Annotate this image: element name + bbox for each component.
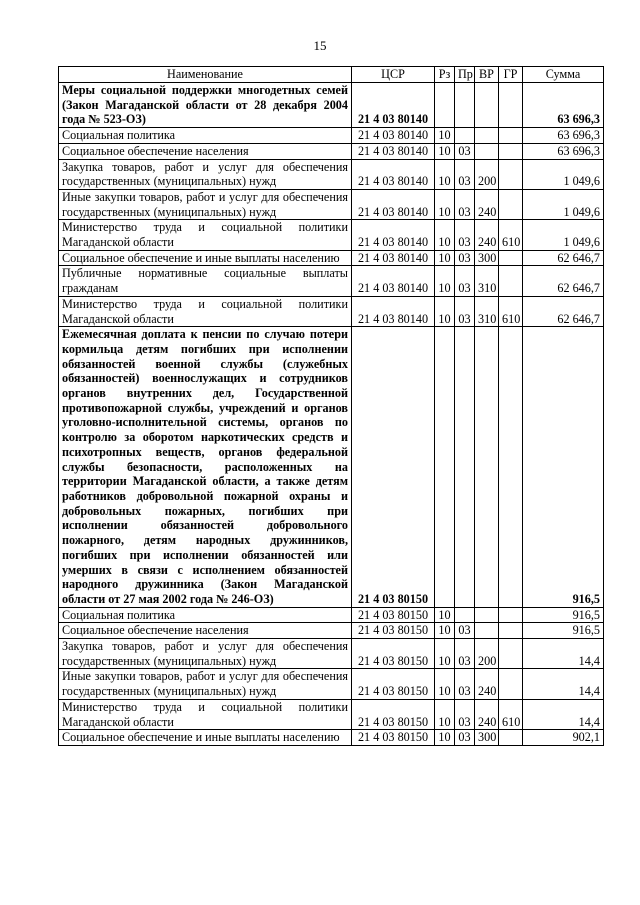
table-row	[59, 220, 604, 250]
header-rz: Рз	[435, 67, 455, 83]
cell-name: Социальное обеспечение населения	[59, 623, 352, 639]
cell-pr	[455, 128, 475, 144]
cell-pr: 03	[455, 143, 475, 159]
cell-pr: 03	[455, 296, 475, 326]
table-row	[59, 623, 604, 639]
cell-csr: 21 4 03 80150	[352, 623, 435, 639]
table-row	[59, 128, 604, 144]
cell-sum: 916,5	[523, 327, 604, 607]
cell-vr: 300	[475, 250, 499, 266]
cell-sum: 63 696,3	[523, 143, 604, 159]
cell-pr: 03	[455, 730, 475, 746]
table-row	[59, 639, 604, 669]
cell-name: Закупка товаров, работ и услуг для обеспечения государственных (муниципальных) нужд	[59, 159, 352, 189]
cell-vr: 310	[475, 266, 499, 296]
header-name: Наименование	[59, 67, 352, 83]
cell-pr: 03	[455, 669, 475, 699]
cell-gr	[499, 250, 523, 266]
cell-csr: 21 4 03 80140	[352, 220, 435, 250]
cell-gr: 610	[499, 296, 523, 326]
cell-name: Социальное обеспечение и иные выплаты населению	[59, 250, 352, 266]
cell-name: Социальная политика	[59, 607, 352, 623]
table-row	[59, 159, 604, 189]
cell-pr: 03	[455, 699, 475, 729]
cell-gr	[499, 639, 523, 669]
cell-vr	[475, 623, 499, 639]
cell-pr: 03	[455, 189, 475, 219]
header-sum: Сумма	[523, 67, 604, 83]
cell-vr: 240	[475, 189, 499, 219]
cell-sum: 14,4	[523, 699, 604, 729]
cell-pr: 03	[455, 266, 475, 296]
table-row	[59, 669, 604, 699]
header-pr: Пр	[455, 67, 475, 83]
cell-sum: 62 646,7	[523, 296, 604, 326]
table-row	[59, 189, 604, 219]
cell-gr	[499, 623, 523, 639]
cell-pr	[455, 607, 475, 623]
cell-vr: 240	[475, 220, 499, 250]
cell-name: Министерство труда и социальной политики Магаданской области	[59, 699, 352, 729]
cell-sum: 916,5	[523, 623, 604, 639]
table-row	[59, 327, 604, 607]
cell-name: Министерство труда и социальной политики Магаданской области	[59, 220, 352, 250]
cell-sum: 63 696,3	[523, 128, 604, 144]
cell-rz: 10	[435, 266, 455, 296]
cell-csr: 21 4 03 80150	[352, 730, 435, 746]
cell-pr: 03	[455, 623, 475, 639]
cell-sum: 62 646,7	[523, 266, 604, 296]
cell-name: Социальная политика	[59, 128, 352, 144]
cell-name: Иные закупки товаров, работ и услуг для обеспечения государственных (муниципальных) нужд	[59, 189, 352, 219]
cell-gr	[499, 143, 523, 159]
header-gr: ГР	[499, 67, 523, 83]
cell-csr: 21 4 03 80150	[352, 327, 435, 607]
cell-sum: 902,1	[523, 730, 604, 746]
cell-pr	[455, 83, 475, 128]
cell-name: Министерство труда и социальной политики Магаданской области	[59, 296, 352, 326]
cell-gr	[499, 607, 523, 623]
cell-sum: 1 049,6	[523, 159, 604, 189]
cell-csr: 21 4 03 80140	[352, 159, 435, 189]
cell-vr: 240	[475, 669, 499, 699]
cell-vr: 200	[475, 639, 499, 669]
cell-name: Ежемесячная доплата к пенсии по случаю потери кормильца детям погибших при исполнении обязанностей военной службы (служебных обязанностей) военнослужащих и сотрудников органов внутренних дел, Государственной противопожарной службы, учреждений и органов уголовно-исполнительной системы, органов по контролю за оборотом наркотических средств и психотропных веществ, органов федеральной службы безопасности, расположенных на территории Магаданской области, а также детям работников добровольной пожарной охраны и добровольных пожарных, погибших при исполнении обязанностей добровольного пожарного, детям народных дружинников, погибших при исполнении обязанностей или умерших в связи с исполнением обязанностей народного дружинника (Закон Магаданской области от 27 мая 2002 года № 246-ОЗ)	[59, 327, 352, 607]
cell-sum: 1 049,6	[523, 220, 604, 250]
cell-vr	[475, 607, 499, 623]
cell-pr: 03	[455, 639, 475, 669]
cell-csr: 21 4 03 80140	[352, 128, 435, 144]
cell-vr	[475, 327, 499, 607]
cell-gr	[499, 83, 523, 128]
cell-rz: 10	[435, 143, 455, 159]
cell-rz: 10	[435, 699, 455, 729]
cell-rz: 10	[435, 220, 455, 250]
cell-csr: 21 4 03 80150	[352, 607, 435, 623]
budget-table	[58, 66, 604, 746]
cell-rz: 10	[435, 128, 455, 144]
table-row	[59, 266, 604, 296]
cell-gr	[499, 128, 523, 144]
cell-rz: 10	[435, 669, 455, 699]
cell-vr	[475, 83, 499, 128]
cell-gr	[499, 266, 523, 296]
cell-sum: 14,4	[523, 639, 604, 669]
cell-csr: 21 4 03 80140	[352, 296, 435, 326]
cell-pr: 03	[455, 159, 475, 189]
cell-csr: 21 4 03 80140	[352, 83, 435, 128]
cell-csr: 21 4 03 80150	[352, 699, 435, 729]
table-row	[59, 730, 604, 746]
cell-name: Социальное обеспечение и иные выплаты населению	[59, 730, 352, 746]
cell-rz: 10	[435, 189, 455, 219]
cell-rz: 10	[435, 607, 455, 623]
cell-vr	[475, 128, 499, 144]
table-header-row	[59, 67, 604, 83]
cell-gr: 610	[499, 699, 523, 729]
cell-vr: 310	[475, 296, 499, 326]
table-row	[59, 143, 604, 159]
cell-csr: 21 4 03 80140	[352, 250, 435, 266]
cell-gr	[499, 327, 523, 607]
table-row	[59, 607, 604, 623]
page-number: 15	[313, 38, 327, 53]
cell-gr	[499, 159, 523, 189]
cell-gr	[499, 730, 523, 746]
table-row	[59, 250, 604, 266]
cell-sum: 916,5	[523, 607, 604, 623]
cell-name: Закупка товаров, работ и услуг для обеспечения государственных (муниципальных) нужд	[59, 639, 352, 669]
cell-rz: 10	[435, 296, 455, 326]
cell-rz: 10	[435, 159, 455, 189]
cell-gr: 610	[499, 220, 523, 250]
cell-vr: 200	[475, 159, 499, 189]
cell-csr: 21 4 03 80140	[352, 266, 435, 296]
cell-gr	[499, 669, 523, 699]
cell-csr: 21 4 03 80140	[352, 189, 435, 219]
table-row	[59, 699, 604, 729]
cell-sum: 62 646,7	[523, 250, 604, 266]
header-csr: ЦСР	[352, 67, 435, 83]
cell-name: Меры социальной поддержки многодетных семей (Закон Магаданской области от 28 декабря 2004 года № 523-ОЗ)	[59, 83, 352, 128]
cell-sum: 63 696,3	[523, 83, 604, 128]
table-body	[59, 83, 604, 746]
cell-vr: 300	[475, 730, 499, 746]
cell-csr: 21 4 03 80140	[352, 143, 435, 159]
cell-name: Иные закупки товаров, работ и услуг для обеспечения государственных (муниципальных) нужд	[59, 669, 352, 699]
cell-gr	[499, 189, 523, 219]
cell-pr: 03	[455, 250, 475, 266]
cell-name: Социальное обеспечение населения	[59, 143, 352, 159]
table-row	[59, 83, 604, 128]
cell-rz: 10	[435, 623, 455, 639]
cell-csr: 21 4 03 80150	[352, 639, 435, 669]
cell-vr	[475, 143, 499, 159]
cell-rz: 10	[435, 639, 455, 669]
cell-name: Публичные нормативные социальные выплаты гражданам	[59, 266, 352, 296]
cell-rz: 10	[435, 730, 455, 746]
cell-pr: 03	[455, 220, 475, 250]
cell-csr: 21 4 03 80150	[352, 669, 435, 699]
cell-sum: 1 049,6	[523, 189, 604, 219]
cell-sum: 14,4	[523, 669, 604, 699]
cell-rz	[435, 83, 455, 128]
header-vr: ВР	[475, 67, 499, 83]
cell-rz: 10	[435, 250, 455, 266]
cell-pr	[455, 327, 475, 607]
table-row	[59, 296, 604, 326]
cell-vr: 240	[475, 699, 499, 729]
cell-rz	[435, 327, 455, 607]
